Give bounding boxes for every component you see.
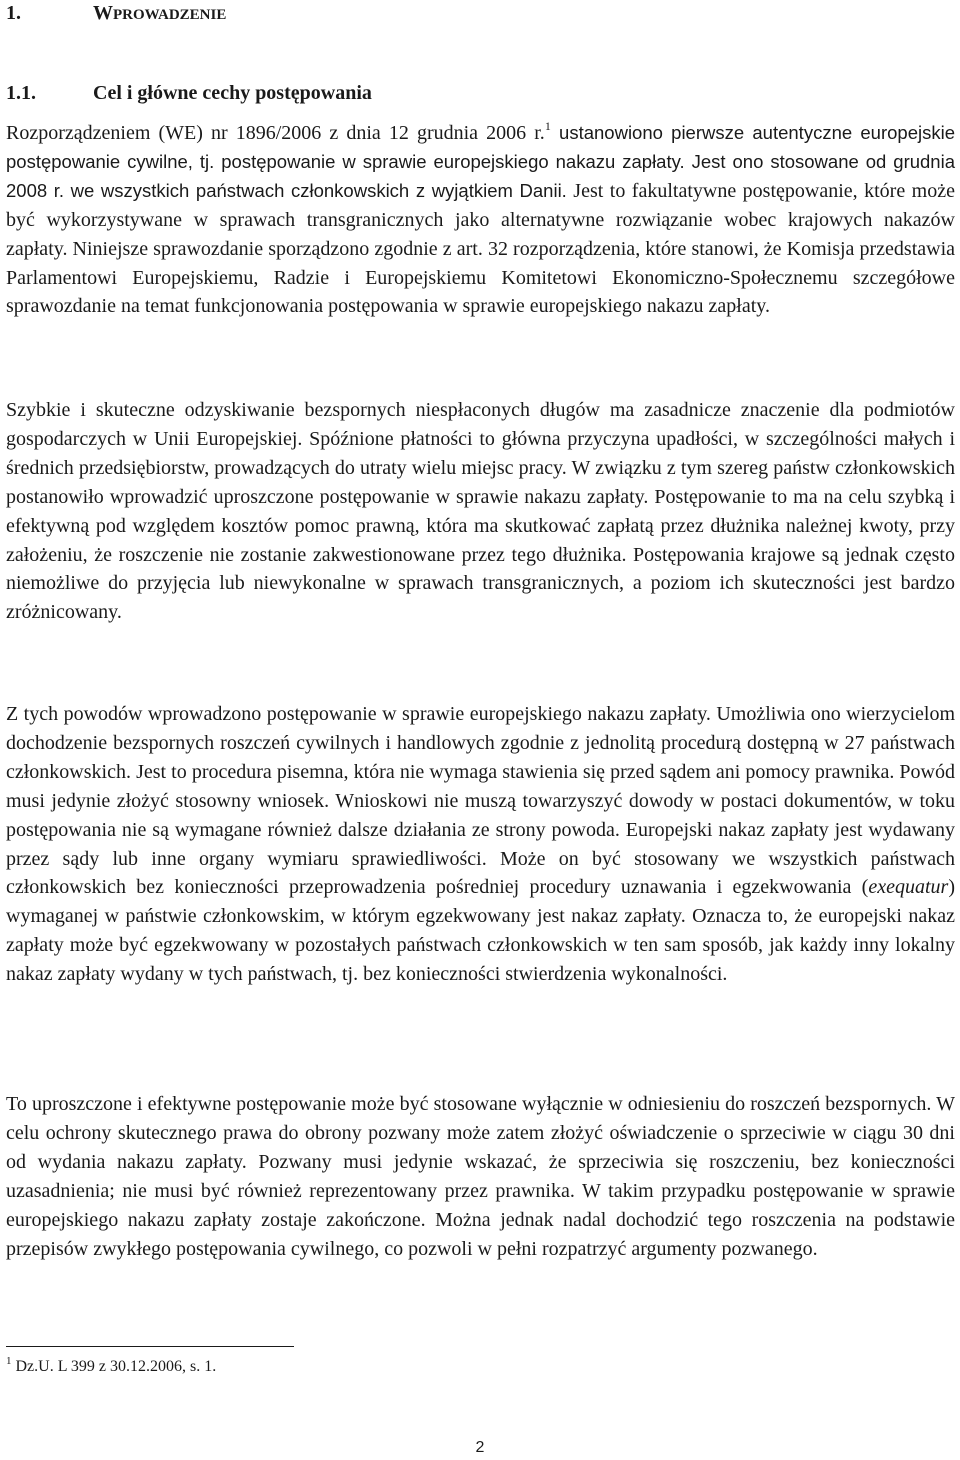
section-heading [6,0,226,28]
paragraph-1-text-d: 32 rozporządzenia, które stanowi, że Komisja przedstawia Parlamentowi Europejskiemu, Radzie i Europejskiemu Komitetowi Ekonomiczno-Społecznemu szczegółowe sprawozdanie na temat funkcjonowania postępowania w sprawie europejskiego nakazu zapłaty. [6,237,956,318]
exequatur-term: exequatur [868,876,949,899]
paragraph-1-text-a: Rozporządzeniem (WE) nr 1896/2006 z dnia 12 grudnia 2006 r. [6,122,545,144]
footnote [6,1356,216,1378]
paragraph-3 [6,700,955,989]
paragraph-3-text-a: Z tych powodów wprowadzono postępowanie w sprawie europejskiego nakazu zapłaty. Umożliwia ono wierzycielom dochodzenie bezspornych roszczeń cywilnych i handlowych zgodnie z jednolitą procedurą dostępną w 27 państwach członkowskich. Jest to procedura pisemna, która nie wymaga stawienia się przed sądem ani pomocy prawnika. Powód musi jedynie złożyć stosowny wniosek. Wnioskowi nie muszą towarzyszyć dowody w postaci dokumentów, w toku postępowania nie są wymagane również dalsze działania ze strony powoda. Europejski nakaz zapłaty jest wydawany przez sądy lub inne organy wymiaru sprawiedliwości. Może on być stosowany we wszystkich państwach członkowskich bez konieczności przeprowadzenia pośredniej procedury uznawania i egzekwowania ( [6,703,955,899]
paragraph-1 [6,119,955,321]
paragraph-1-text-b: ustanowiono pierwsze autentyczne europejskie postępowanie cywilne, tj. postępowanie w sprawie europejskiego nakazu zapłaty. Jest ono stosowane od grudnia 2008 r. we wszystkich państwach członkowskich z wyjątkiem Danii. [6,122,955,201]
subsection-number: 1.1. [6,82,36,104]
footnote-number: 1 [6,1355,12,1367]
subsection-heading [6,80,372,106]
paragraph-1-text-c: Jest to fakultatywne postępowanie, które może być wykorzystywane w sprawach transgranicznych jako alternatywne rozwiązanie wobec krajowych nakazów zapłaty. Niniejsze sprawozdanie sporządzono zgodnie z art. [6,179,955,260]
paragraph-4: To uproszczone i efektywne postępowanie może być stosowane wyłącznie w odniesieniu do roszczeń bezspornych. W celu ochrony skutecznego prawa do obrony pozwany może zatem złożyć oświadczenie o sprzeciwie w ciągu 30 dni od wydania nakazu zapłaty. Pozwany musi jedynie wskazać, że sprzeciwia się roszczeniu, bez konieczności uzasadnienia; nie musi być również reprezentowany przez prawnika. W takim przypadku postępowanie w sprawie europejskiego nakazu zapłaty zostaje zakończone. Można jednak nadal dochodzić tego roszczenia na podstawie przepisów zwykłego postępowania cywilnego, co pozwoli w pełni rozpatrzyć argumenty pozwanego. [6,1093,955,1260]
subsection-title: Cel i główne cechy postępowania [93,82,372,104]
section-number: 1. [6,2,21,24]
footnote-reference[interactable]: 1 [544,119,551,133]
section-title-rest: PROWADZENIE [113,7,227,23]
paragraph-3-text-b: ) wymaganej w państwie członkowskim, w którym egzekwowany jest nakaz zapłaty. Oznacza to, że europejski nakaz zapłaty może być egzekwowany w pozostałych państwach członkowskich w ten sam sposób, jak każdy inny lokalny nakaz zapłaty wydany w tych państwach, tj. bez konieczności stwierdzenia wykonalności. [6,876,955,986]
page-number: 2 [475,1439,485,1456]
footnote-text: Dz.U. L 399 z 30.12.2006, s. 1. [11,1358,217,1375]
footnote-separator [6,1346,294,1347]
paragraph-2: Szybkie i skuteczne odzyskiwanie bezspornych niespłaconych długów ma zasadnicze znaczenie dla podmiotów gospodarczych w Unii Europejskiej. Spóźnione płatności to główna przyczyna upadłości, w szczególności małych i średnich przedsiębiorstw, prowadzących do utraty wielu miejsc pracy. W związku z tym szereg państw członkowskich postanowiło wprowadzić uproszczone postępowanie w sprawie nakazu zapłaty. Postępowanie to ma na celu szybką i efektywną pod względem kosztów pomoc prawną, która ma skutkować zapłatą przez dłużnika należnej kwoty, przy założeniu, że roszczenie nie zostanie zakwestionowane przez tego dłużnika. Postępowania krajowe są jednak często niemożliwe do przyjęcia lub niewykonalne w sprawach transgranicznych, a poziom ich skuteczności jest bardzo zróżnicowany. [6,399,955,624]
section-title-initial: W [93,2,113,24]
